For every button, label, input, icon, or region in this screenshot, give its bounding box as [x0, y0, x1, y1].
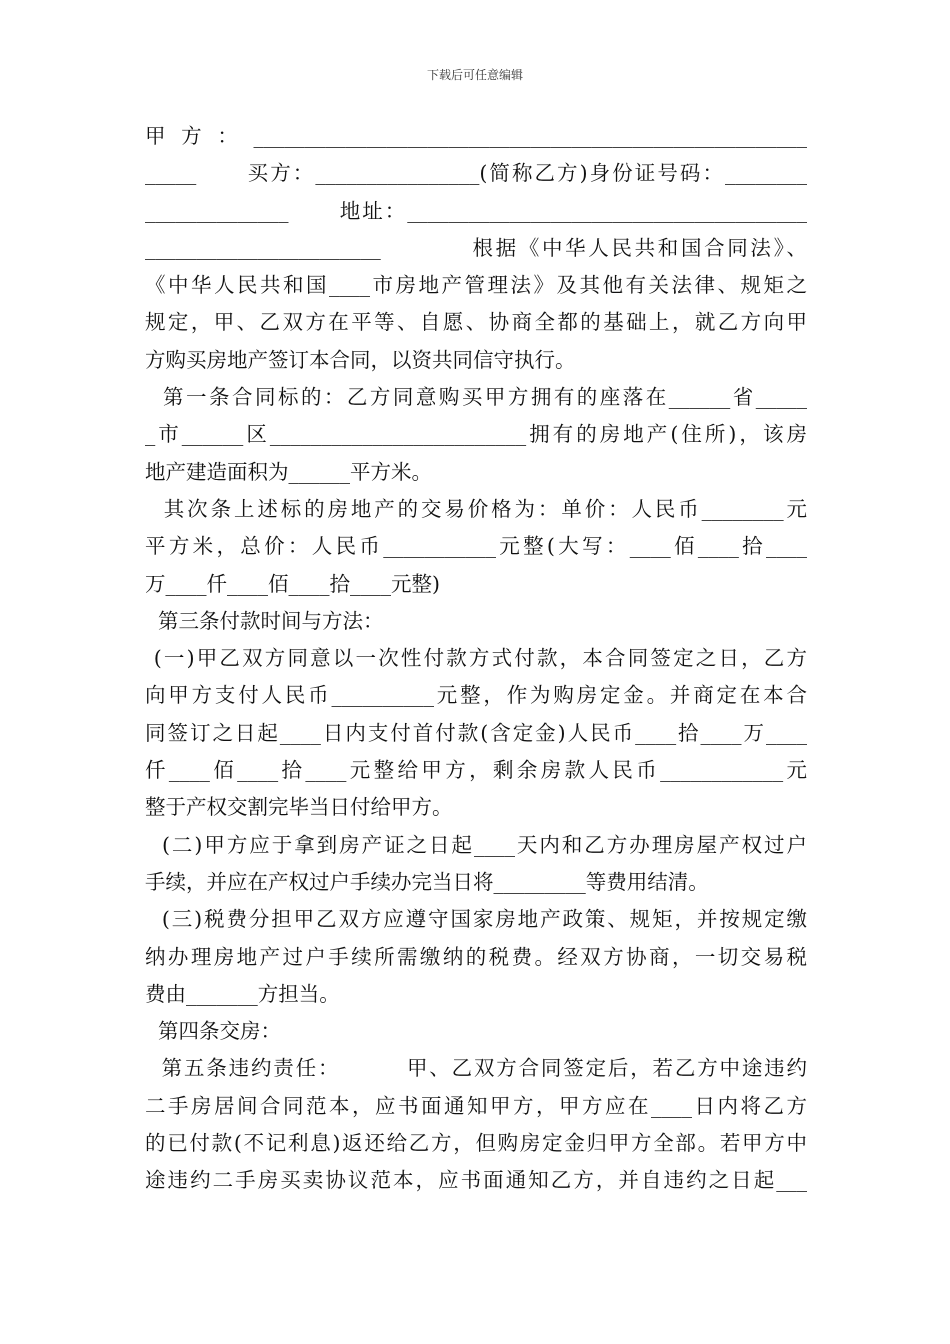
- text-line: 《中华人民共和国____市房地产管理法》及其他有关法律、规矩之: [145, 273, 807, 298]
- text-line: (二)甲方应于拿到房产证之日起____天内和乙方办理房屋产权过户: [145, 832, 807, 857]
- text-line: 方购买房地产签订本合同，以资共同信守执行。: [145, 347, 576, 372]
- text-line: 第一条合同标的：乙方同意购买甲方拥有的座落在______省_____: [145, 385, 807, 410]
- text-line: 二手房居间合同范本，应书面通知甲方，甲方应在____日内将乙方: [145, 1093, 807, 1118]
- text-line: 规定，甲、乙双方在平等、自愿、协商全都的基础上，就乙方向甲: [145, 310, 807, 335]
- text-line: _______________________ 根据《中华人民共和国合同法》、: [145, 235, 807, 260]
- text-line: 的已付款(不记利息)返还给乙方，但购房定金归甲方全部。若甲方中: [145, 1131, 807, 1156]
- text-line: 整于产权交割完毕当日付给甲方。: [145, 795, 453, 820]
- text-line: _____ 买方：________________(简称乙方)身份证号码：________: [145, 161, 807, 186]
- text-line: (三)税费分担甲乙双方应遵守国家房地产政策、规矩，并按规定缴: [145, 907, 807, 932]
- text-line: 第三条付款时间与方法：: [145, 608, 384, 633]
- text-line: 平方米，总价：人民币___________元整(大写：____佰____拾____: [145, 534, 807, 559]
- text-line: 纳办理房地产过户手续所需缴纳的税费。经双方协商，一切交易税: [145, 944, 807, 969]
- text-line: 向甲方支付人民币__________元整，作为购房定金。并商定在本合: [145, 683, 807, 708]
- text-line: 手续，并应在产权过户手续办完当日将_________等费用结清。: [145, 869, 709, 894]
- page-header-note: 下载后可任意编辑: [426, 68, 523, 82]
- text-line: 途违约二手房买卖协议范本，应书面通知乙方，并自违约之日起___: [145, 1168, 807, 1193]
- text-line: 甲方：______________________________________________________: [145, 124, 807, 148]
- text-line: 第五条违约责任： 甲、乙双方合同签定后，若乙方中途违约: [145, 1056, 807, 1081]
- text-line: 费由_______方担当。: [145, 981, 340, 1006]
- text-line: ______________ 地址：_______________________________________: [145, 198, 807, 223]
- text-line: (一)甲乙双方同意以一次性付款方式付款，本合同签定之日，乙方: [145, 646, 807, 671]
- contract-body: [145, 118, 807, 1200]
- text-line: 第四条交房：: [145, 1019, 282, 1044]
- text-line: 其次条上述标的房地产的交易价格为：单价：人民币________元: [145, 496, 807, 521]
- text-line: 地产建造面积为______平方米。: [145, 459, 432, 484]
- text-line: 万____仟____佰____拾____元整): [145, 571, 440, 596]
- text-line: 同签订之日起____日内支付首付款(含定金)人民币____拾____万____: [145, 720, 807, 745]
- text-line: _市______区_________________________拥有的房地产(住所)，该房: [145, 422, 807, 447]
- text-line: 仟____佰____拾____元整给甲方，剩余房款人民币____________元: [145, 758, 807, 783]
